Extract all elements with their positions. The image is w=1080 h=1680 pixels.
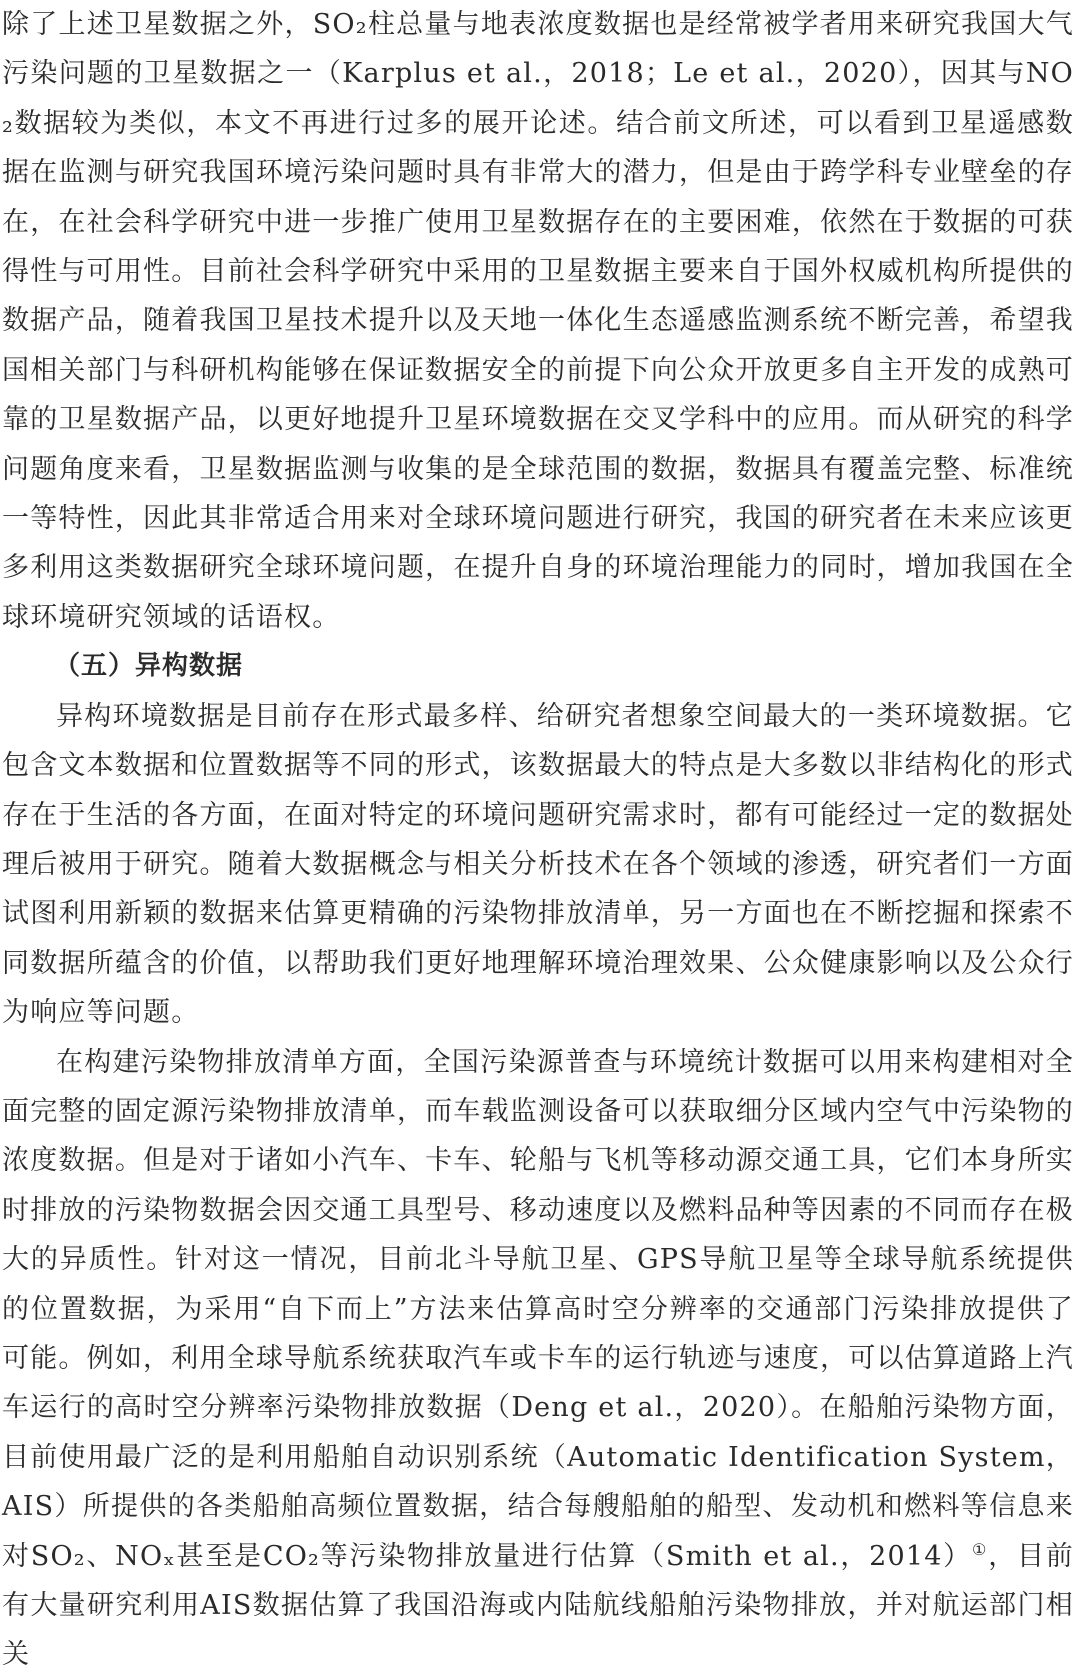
- paragraph-heterogeneous-data: 异构环境数据是目前存在形式最多样、给研究者想象空间最大的一类环境数据。它包含文本数据和位置数据等不同的形式，该数据最大的特点是大多数以非结构化的形式存在于生活的各方面，在面对特定的环境问题研究需求时，都有可能经过一定的数据处理后被用于研究。随着大数据概念与相关分析技术在各个领域的渗透，研究者们一方面试图利用新颖的数据来估算更精确的污染物排放清单，另一方面也在不断挖掘和探索不同数据所蕴含的价值，以帮助我们更好地理解环境治理效果、公众健康影响以及公众行为响应等问题。: [2, 700, 1074, 1029]
- footnote-marker[interactable]: ①: [971, 1539, 989, 1559]
- section-heading-heterogeneous-data: （五）异构数据: [54, 651, 244, 682]
- paragraph-emission-inventory: [0, 1038, 1080, 1680]
- paragraph-emission-inventory-continued: ，目前有大量研究利用AIS数据估算了我国沿海或内陆航线船舶污染物排放，并对航运部门相关: [2, 1540, 1074, 1671]
- paragraph-satellite-data: 除了上述卫星数据之外，SO₂柱总量与地表浓度数据也是经常被学者用来研究我国大气污染问题的卫星数据之一（Karplus et al.，2018；Le et al.，2020），因其与NO₂数据较为类似，本文不再进行过多的展开论述。结合前文所述，可以看到卫星遥感数据在监测与研究我国环境污染问题时具有非常大的潜力，但是由于跨学科专业壁垒的存在，在社会科学研究中进一步推广使用卫星数据存在的主要困难，依然在于数据的可获得性与可用性。目前社会科学研究中采用的卫星数据主要来自于国外权威机构所提供的数据产品，随着我国卫星技术提升以及天地一体化生态遥感监测系统不断完善，希望我国相关部门与科研机构能够在保证数据安全的前提下向公众开放更多自主开发的成熟可靠的卫星数据产品，以更好地提升卫星环境数据在交叉学科中的应用。而从研究的科学问题角度来看，卫星数据监测与收集的是全球范围的数据，数据具有覆盖完整、标准统一等特性，因此其非常适合用来对全球环境问题进行研究，我国的研究者在未来应该更多利用这类数据研究全球环境问题，在提升自身的环境治理能力的同时，增加我国在全球环境研究领域的话语权。: [2, 9, 1074, 633]
- paragraph-emission-inventory-text: 在构建污染物排放清单方面，全国污染源普查与环境统计数据可以用来构建相对全面完整的固定源污染物排放清单，而车载监测设备可以获取细分区域内空气中污染物的浓度数据。但是对于诸如小汽车、卡车、轮船与飞机等移动源交通工具，它们本身所实时排放的污染物数据会因交通工具型号、移动速度以及燃料品种等因素的不同而存在极大的异质性。针对这一情况，目前北斗导航卫星、GPS导航卫星等全球导航系统提供的位置数据，为采用“自下而上”方法来估算高时空分辨率的交通部门污染排放提供了可能。例如，利用全球导航系统获取汽车或卡车的运行轨迹与速度，可以估算道路上汽车运行的高时空分辨率污染物排放数据（Deng et al.，2020）。在船舶污染物方面，目前使用最广泛的是利用船舶自动识别系统（Automatic Identification System，AIS）所提供的各类船舶高频位置数据，结合每艘船舶的船型、发动机和燃料等信息来对SO₂、NOₓ甚至是CO₂等污染物排放量进行估算（Smith et al.，2014）: [2, 1046, 1074, 1572]
